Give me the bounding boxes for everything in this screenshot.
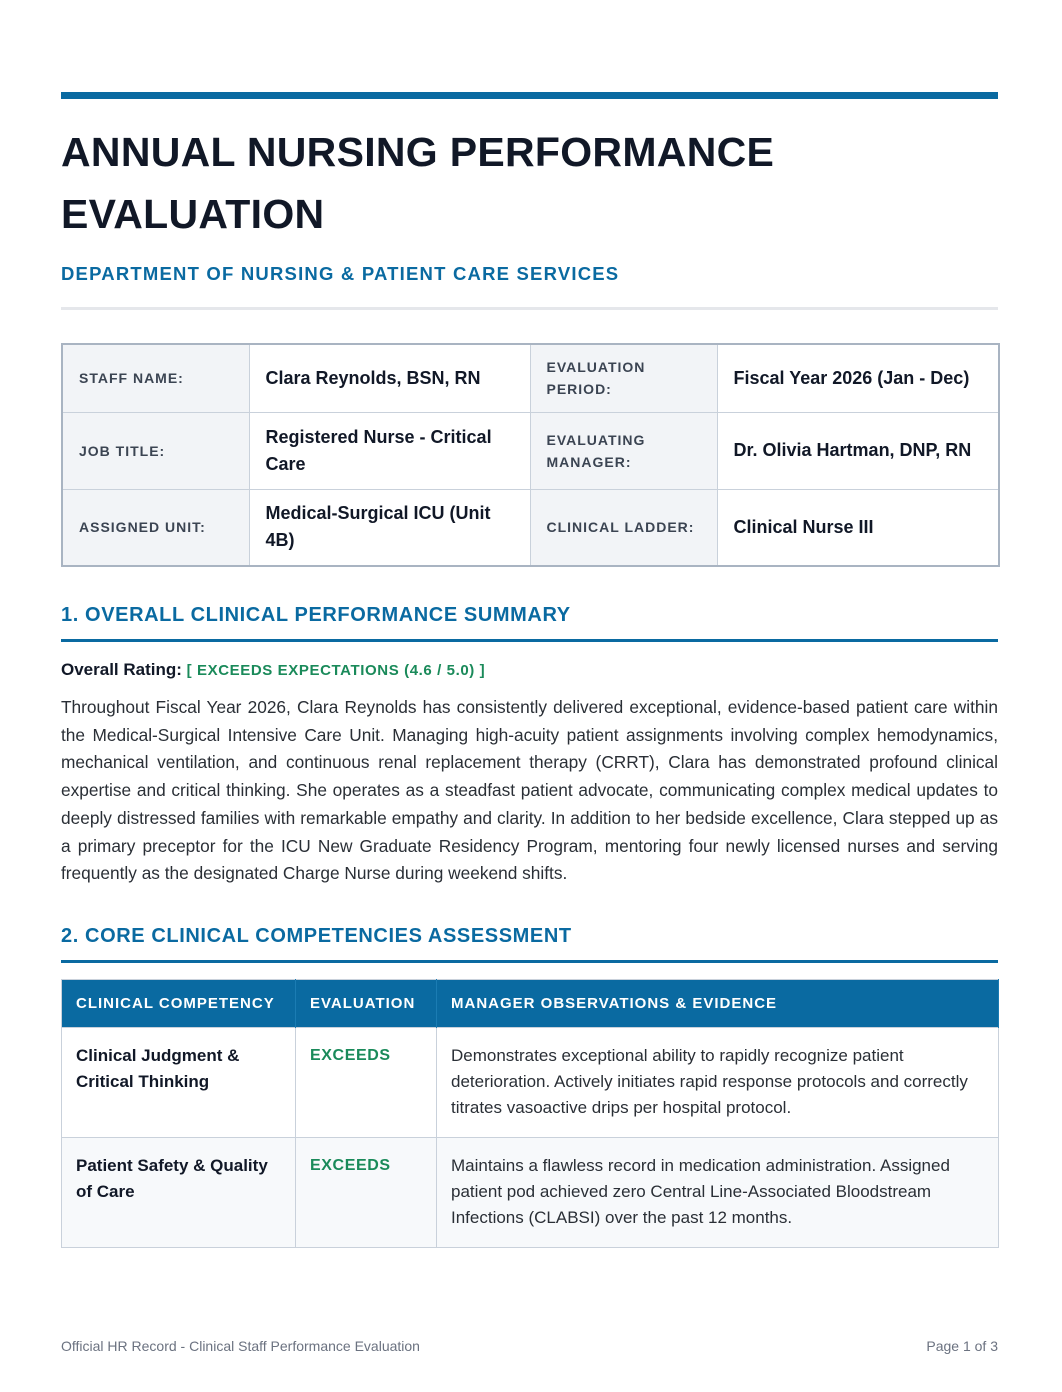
competency-observation: Demonstrates exceptional ability to rapidly recognize patient deterioration. Actively initiates rapid response protocols and correctly titrates vasoactive drips per hospital protocol. [437,1027,999,1137]
competency-observation: Maintains a flawless record in medication administration. Assigned patient pod achieved zero Central Line-Associated Bloodstream Infections (CLABSI) over the past 12 months. [437,1137,999,1247]
evaluation-period-value: Fiscal Year 2026 (Jan - Dec) [717,344,999,412]
section-1-title: 1. OVERALL CLINICAL PERFORMANCE SUMMARY [61,604,998,642]
clinical-ladder-value: Clinical Nurse III [717,489,999,566]
evaluating-manager-value: Dr. Olivia Hartman, DNP, RN [717,412,999,489]
performance-summary-text: Throughout Fiscal Year 2026, Clara Reynolds has consistently delivered exceptional, evidence-based patient care within the Medical-Surgical Intensive Care Unit. Managing high-acuity patient assignments involving complex hemodynamics, mechanical ventilation, and continuous renal replacement therapy (CRRT), Clara has demonstrated profound clinical expertise and critical thinking. She operates as a steadfast patient advocate, communicating complex medical updates to deeply distressed families with remarkable empathy and clarity. In addition to her bedside excellence, Clara stepped up as a primary preceptor for the ICU New Graduate Residency Program, mentoring four newly licensed nurses and serving frequently as the designated Charge Nurse during weekend shifts. [61,697,998,884]
assigned-unit-value: Medical-Surgical ICU (Unit 4B) [249,489,530,566]
overall-rating-label: Overall Rating: [61,660,182,679]
staff-info-table [61,343,1000,567]
evaluating-manager-label: EVALUATING MANAGER: [530,412,717,489]
document-title: ANNUAL NURSING PERFORMANCE EVALUATION [61,129,775,237]
footer-record-label: Official HR Record - Clinical Staff Performance Evaluation [61,1338,420,1354]
section-2-title: 2. CORE CLINICAL COMPETENCIES ASSESSMENT [61,925,998,963]
staff-name-label: STAFF NAME: [62,344,249,412]
table-row [62,1137,999,1247]
evaluation-period-label: EVALUATION PERIOD: [530,344,717,412]
job-title-value: Registered Nurse - Critical Care [249,412,530,489]
overall-rating-badge: [ EXCEEDS EXPECTATIONS (4.6 / 5.0) ] [186,662,486,679]
competency-name: Patient Safety & Quality of Care [62,1137,296,1247]
competencies-table [61,979,999,1248]
competency-evaluation: EXCEEDS [296,1027,437,1137]
table-header-row [62,979,999,1027]
assigned-unit-label: ASSIGNED UNIT: [62,489,249,566]
page-number: Page 1 of 3 [926,1338,998,1354]
job-title-label: JOB TITLE: [62,412,249,489]
competency-evaluation: EXCEEDS [296,1137,437,1247]
info-row [62,412,999,489]
competency-name: Clinical Judgment & Critical Thinking [62,1027,296,1137]
header-divider [61,307,998,310]
info-row [62,489,999,566]
header-accent-bar [61,92,998,99]
column-header-competency: CLINICAL COMPETENCY [62,979,296,1027]
department-subtitle: DEPARTMENT OF NURSING & PATIENT CARE SERVICES [61,263,620,284]
column-header-observations: MANAGER OBSERVATIONS & EVIDENCE [437,979,999,1027]
info-row [62,344,999,412]
column-header-evaluation: EVALUATION [296,979,437,1027]
page-footer [61,1338,998,1354]
staff-name-value: Clara Reynolds, BSN, RN [249,344,530,412]
document-page [61,92,998,1248]
clinical-ladder-label: CLINICAL LADDER: [530,489,717,566]
overall-rating [61,660,998,680]
table-row [62,1027,999,1137]
